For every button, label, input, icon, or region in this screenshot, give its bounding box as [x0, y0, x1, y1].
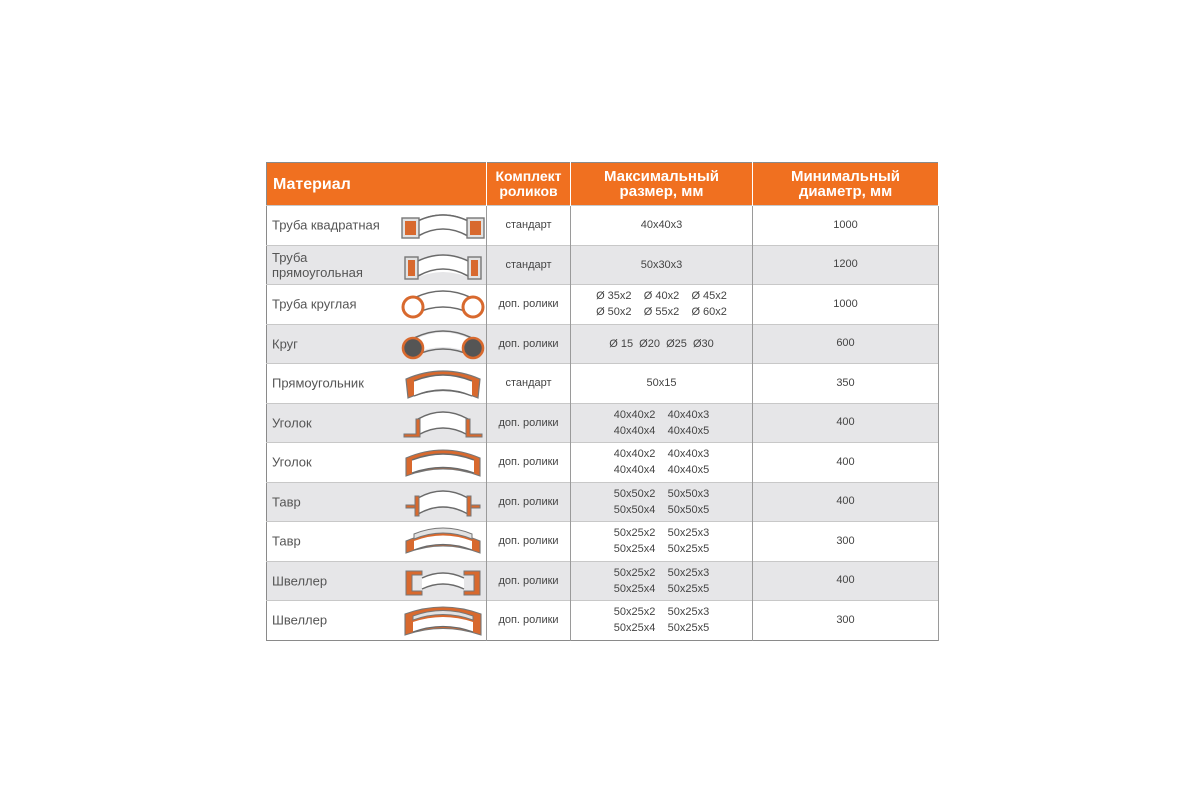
table-row: [267, 324, 939, 364]
material-name: Прямоугольник: [272, 375, 364, 391]
roller-set-cell: доп. ролики: [487, 482, 571, 522]
header-roller-set: Комплект роликов: [487, 163, 571, 206]
material-cell: [267, 324, 487, 364]
roller-set-cell: стандарт: [487, 245, 571, 285]
channel-outward-profile-icon: [400, 565, 486, 598]
material-name: Уголок: [272, 415, 312, 431]
min-diameter-cell: 400: [753, 443, 939, 483]
max-size-cell: 50x25x2 50x25x3 50x25x4 50x25x5: [571, 561, 753, 601]
roller-set-cell: доп. ролики: [487, 443, 571, 483]
material-cell: [267, 522, 487, 562]
square-tube-profile-icon: [400, 209, 486, 242]
max-size-cell: Ø 35x2 Ø 40x2 Ø 45x2 Ø 50x2 Ø 55x2 Ø 60x2: [571, 285, 753, 325]
material-cell: [267, 403, 487, 443]
material-cell: [267, 206, 487, 246]
max-size-cell: 40x40x3: [571, 206, 753, 246]
material-cell: [267, 443, 487, 483]
roller-set-cell: доп. ролики: [487, 561, 571, 601]
max-size-cell: 50x15: [571, 364, 753, 404]
tee-inward-profile-icon: [400, 525, 486, 558]
min-diameter-cell: 1200: [753, 245, 939, 285]
header-material: Материал: [267, 163, 487, 206]
rectangular-tube-profile-icon: [400, 249, 486, 282]
material-name: Труба круглая: [272, 296, 357, 312]
table-row: [267, 443, 939, 483]
roller-set-cell: стандарт: [487, 206, 571, 246]
material-name: Труба прямоугольная: [272, 249, 363, 280]
channel-inward-profile-icon: [400, 604, 486, 637]
min-diameter-cell: 300: [753, 601, 939, 641]
table-row: [267, 561, 939, 601]
bending-capacity-table: [266, 162, 939, 641]
table-row: [267, 206, 939, 246]
round-tube-profile-icon: [400, 288, 486, 321]
min-diameter-cell: 400: [753, 482, 939, 522]
table-row: [267, 482, 939, 522]
max-size-cell: Ø 15 Ø20 Ø25 Ø30: [571, 324, 753, 364]
material-name: Круг: [272, 336, 298, 352]
min-diameter-cell: 400: [753, 561, 939, 601]
material-cell: [267, 601, 487, 641]
table-row: [267, 522, 939, 562]
table-row: [267, 245, 939, 285]
max-size-cell: 50x25x2 50x25x3 50x25x4 50x25x5: [571, 601, 753, 641]
flat-bar-profile-icon: [400, 367, 486, 400]
max-size-cell: 50x50x2 50x50x3 50x50x4 50x50x5: [571, 482, 753, 522]
material-cell: [267, 245, 487, 285]
max-size-cell: 50x25x2 50x25x3 50x25x4 50x25x5: [571, 522, 753, 562]
roller-set-cell: доп. ролики: [487, 601, 571, 641]
material-cell: [267, 364, 487, 404]
min-diameter-cell: 600: [753, 324, 939, 364]
material-cell: [267, 285, 487, 325]
material-name: Швеллер: [272, 573, 328, 589]
min-diameter-cell: 400: [753, 403, 939, 443]
material-name: Уголок: [272, 454, 312, 470]
max-size-cell: 40x40x2 40x40x3 40x40x4 40x40x5: [571, 403, 753, 443]
min-diameter-cell: 1000: [753, 206, 939, 246]
roller-set-cell: стандарт: [487, 364, 571, 404]
table-row: [267, 364, 939, 404]
table-row: [267, 601, 939, 641]
material-name: Труба квадратная: [272, 217, 380, 233]
roller-set-cell: доп. ролики: [487, 285, 571, 325]
header-min-diameter: Минимальный диаметр, мм: [753, 163, 939, 206]
roller-set-cell: доп. ролики: [487, 403, 571, 443]
header-row: [267, 163, 939, 206]
tee-outward-profile-icon: [400, 486, 486, 519]
angle-inward-profile-icon: [400, 446, 486, 479]
material-cell: [267, 561, 487, 601]
material-name: Тавр: [272, 494, 301, 510]
header-max-size: Максимальный размер, мм: [571, 163, 753, 206]
min-diameter-cell: 300: [753, 522, 939, 562]
min-diameter-cell: 1000: [753, 285, 939, 325]
material-name: Тавр: [272, 533, 301, 549]
roller-set-cell: доп. ролики: [487, 522, 571, 562]
min-diameter-cell: 350: [753, 364, 939, 404]
table-row: [267, 403, 939, 443]
round-bar-profile-icon: [400, 328, 486, 361]
angle-outward-profile-icon: [400, 407, 486, 440]
max-size-cell: 50x30x3: [571, 245, 753, 285]
material-name: Швеллер: [272, 612, 328, 628]
roller-set-cell: доп. ролики: [487, 324, 571, 364]
material-cell: [267, 482, 487, 522]
table-row: [267, 285, 939, 325]
max-size-cell: 40x40x2 40x40x3 40x40x4 40x40x5: [571, 443, 753, 483]
